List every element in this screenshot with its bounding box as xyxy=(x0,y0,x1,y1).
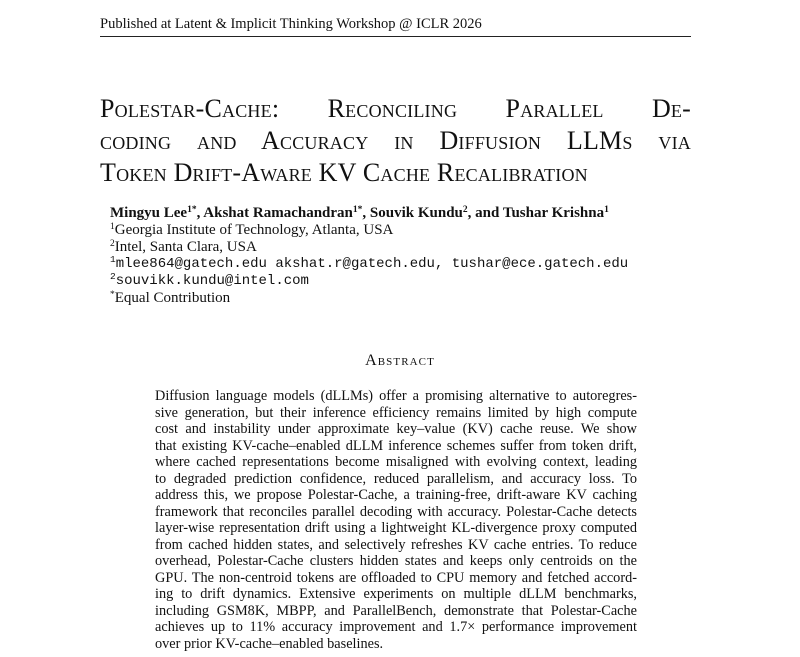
email-line xyxy=(110,273,690,290)
abstract-heading: Abstract xyxy=(365,352,435,369)
abstract-line: sive generation, but their inference efficiency remains limited by high compute xyxy=(155,404,637,421)
equal-contribution-note xyxy=(110,290,690,307)
abstract-line: to degraded prediction confidence, reduced parallelism, and accuracy loss. To xyxy=(155,470,637,487)
email-text: souvikk.kundu@intel.com xyxy=(115,273,309,289)
email-mark: 2 xyxy=(110,271,116,282)
author-name: Souvik Kundu xyxy=(369,205,463,221)
email-line xyxy=(110,256,690,273)
abstract-line: from cached hidden states, and selectively refreshes KV cache entries. To reduce xyxy=(155,536,637,553)
author-separator: , xyxy=(362,205,370,221)
note-mark: * xyxy=(110,290,115,300)
abstract-line: Diffusion language models (dLLMs) offer a promising alternative to autoregres- xyxy=(155,388,637,404)
abstract-line: layer-wise representation drift using a lightweight KL-divergence proxy computed xyxy=(155,520,637,536)
abstract-line: including GSM8K, MBPP, and ParallelBench, demonstrate that Polestar-Cache xyxy=(155,602,637,619)
author-name: Akshat Ramachandran xyxy=(203,205,353,221)
email-text: mlee864@gatech.edu akshat.r@gatech.edu, tushar@ece.gatech.edu xyxy=(115,256,629,272)
affiliation-mark: 2 xyxy=(110,239,115,249)
running-header: Published at Latent & Implicit Thinking Workshop @ ICLR 2026 xyxy=(100,16,482,32)
abstract-line: where cached representations become misaligned with evolving context, leading xyxy=(155,454,637,470)
author-name: Tushar Krishna xyxy=(502,205,605,221)
abstract-line: achieves up to 11% accuracy improvement and 1.7× performance improvement xyxy=(155,619,637,635)
abstract-line: address this, we propose Polestar-Cache, a training-free, drift-aware KV caching xyxy=(155,487,637,503)
author-affiliation-mark: 1 xyxy=(604,205,609,215)
abstract-line: cost and instability under approximate key–value (KV) cache reuse. We show xyxy=(155,421,637,437)
affiliation-line xyxy=(110,239,690,256)
abstract-line: framework that reconciles parallel decoding with accuracy. Polestar-Cache detects xyxy=(155,503,637,520)
abstract-line: overhead, Polestar-Cache clusters hidden states and keeps only centroids on the xyxy=(155,553,637,569)
author-affiliation-mark: 1* xyxy=(352,205,363,215)
affiliation-text: Intel, Santa Clara, USA xyxy=(114,239,257,255)
paper-title xyxy=(100,93,700,189)
abstract-body xyxy=(155,388,637,652)
author-list xyxy=(110,205,690,222)
author-affiliation-mark: 1* xyxy=(187,205,197,215)
affiliation-line xyxy=(110,222,690,239)
title-line-2: coding and Accuracy in Diffusion LLMs via xyxy=(100,126,691,155)
affiliation-mark: 1 xyxy=(110,222,115,232)
note-text: Equal Contribution xyxy=(114,290,231,306)
abstract-line: that existing KV-cache–enabled dLLM inference schemes suffer from token drift, xyxy=(155,437,637,454)
author-name: Mingyu Lee xyxy=(110,205,188,221)
author-separator: , and xyxy=(467,205,503,221)
affiliation-text: Georgia Institute of Technology, Atlanta, USA xyxy=(114,222,394,238)
author-separator: , xyxy=(196,205,204,221)
title-line-1: Polestar-Cache: Reconciling Parallel De- xyxy=(100,94,691,123)
abstract-line: GPU. The non-centroid tokens are offloaded to CPU memory and fetched accord- xyxy=(155,569,637,586)
abstract-line: over prior KV-cache–enabled baselines. xyxy=(155,635,384,652)
author-affiliation-mark: 2 xyxy=(462,205,468,215)
email-mark: 1 xyxy=(110,254,116,265)
author-block xyxy=(110,205,690,307)
title-line-3: Token Drift-Aware KV Cache Recalibration xyxy=(100,158,588,187)
header-rule xyxy=(100,36,691,37)
abstract-line: ing to drift dynamics. Extensive experiments on multiple dLLM benchmarks, xyxy=(155,586,637,602)
